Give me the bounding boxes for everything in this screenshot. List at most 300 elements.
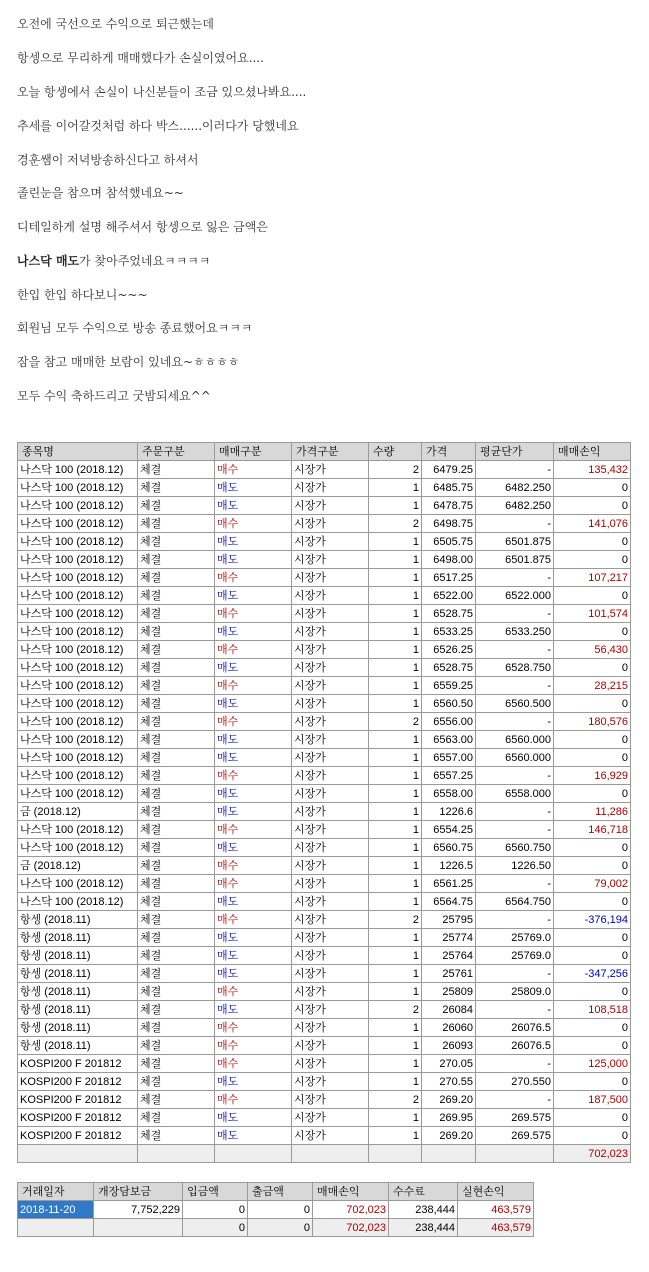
cell: [422, 1145, 476, 1163]
price-type-cell: 시장가: [292, 893, 369, 911]
avg-price-cell: 6482.250: [476, 497, 554, 515]
price-cell: 270.55: [422, 1073, 476, 1091]
symbol-cell: 나스닥 100 (2018.12): [18, 641, 138, 659]
col-header-trade-date[interactable]: 거래일자: [18, 1183, 94, 1201]
qty-cell: 1: [369, 569, 422, 587]
avg-price-cell: 6533.250: [476, 623, 554, 641]
pnl-cell: 0: [554, 551, 631, 569]
table-total-row: [18, 1145, 631, 1163]
price-cell: 6517.25: [422, 569, 476, 587]
order-type-cell: 체결: [138, 893, 215, 911]
cell: [18, 1219, 94, 1237]
qty-cell: 1: [369, 929, 422, 947]
order-type-cell: 체결: [138, 875, 215, 893]
qty-cell: 1: [369, 893, 422, 911]
post-line: [17, 254, 210, 268]
order-type-cell: 체결: [138, 857, 215, 875]
table-row[interactable]: [18, 839, 631, 857]
col-header-qty[interactable]: 수량: [369, 443, 422, 461]
side-cell: 매도: [215, 803, 292, 821]
side-cell: 매도: [215, 1001, 292, 1019]
order-type-cell: 체결: [138, 911, 215, 929]
price-cell: 6561.25: [422, 875, 476, 893]
table-row[interactable]: [18, 605, 631, 623]
table-row[interactable]: [18, 1055, 631, 1073]
price-cell: 25795: [422, 911, 476, 929]
symbol-cell: 나스닥 100 (2018.12): [18, 533, 138, 551]
symbol-cell: 항셍 (2018.11): [18, 929, 138, 947]
avg-price-cell: 270.550: [476, 1073, 554, 1091]
cell: 702,023: [313, 1219, 389, 1237]
avg-price-cell: 6560.000: [476, 749, 554, 767]
pnl-cell: 0: [554, 785, 631, 803]
symbol-cell: 나스닥 100 (2018.12): [18, 659, 138, 677]
qty-cell: 1: [369, 1055, 422, 1073]
pnl-cell: 0: [554, 695, 631, 713]
qty-cell: 1: [369, 749, 422, 767]
symbol-cell: 나스닥 100 (2018.12): [18, 785, 138, 803]
symbol-cell: 나스닥 100 (2018.12): [18, 497, 138, 515]
order-type-cell: 체결: [138, 731, 215, 749]
side-cell: 매수: [215, 1019, 292, 1037]
qty-cell: 1: [369, 497, 422, 515]
table-row[interactable]: [18, 1109, 631, 1127]
pnl-cell: 79,002: [554, 875, 631, 893]
price-cell: 25761: [422, 965, 476, 983]
qty-cell: 1: [369, 659, 422, 677]
order-type-cell: 체결: [138, 1127, 215, 1145]
avg-price-cell: 6560.500: [476, 695, 554, 713]
qty-cell: 1: [369, 1037, 422, 1055]
pnl-cell: 56,430: [554, 641, 631, 659]
avg-price-cell: -: [476, 821, 554, 839]
side-cell: 매수: [215, 983, 292, 1001]
symbol-cell: 나스닥 100 (2018.12): [18, 839, 138, 857]
post-line: 오전에 국선으로 수익으로 퇴근했는데: [17, 17, 214, 31]
table-row[interactable]: [18, 1091, 631, 1109]
table-row[interactable]: [18, 893, 631, 911]
price-cell: 6564.75: [422, 893, 476, 911]
col-header-pnl[interactable]: 매매손익: [313, 1183, 389, 1201]
price-type-cell: 시장가: [292, 641, 369, 659]
side-cell: 매수: [215, 1037, 292, 1055]
price-type-cell: 시장가: [292, 929, 369, 947]
price-type-cell: 시장가: [292, 623, 369, 641]
price-cell: 6563.00: [422, 731, 476, 749]
order-type-cell: 체결: [138, 1073, 215, 1091]
symbol-cell: 나스닥 100 (2018.12): [18, 569, 138, 587]
price-type-cell: 시장가: [292, 767, 369, 785]
order-type-cell: 체결: [138, 461, 215, 479]
price-cell: 269.20: [422, 1127, 476, 1145]
side-cell: 매수: [215, 911, 292, 929]
price-cell: 1226.5: [422, 857, 476, 875]
trade-date-cell[interactable]: 2018-11-20: [18, 1201, 94, 1219]
pnl-cell: 0: [554, 1019, 631, 1037]
side-cell: 매도: [215, 929, 292, 947]
table-row[interactable]: [18, 659, 631, 677]
avg-price-cell: 1226.50: [476, 857, 554, 875]
symbol-cell: 항셍 (2018.11): [18, 983, 138, 1001]
cell: 238,444: [389, 1201, 458, 1219]
table-row[interactable]: [18, 1037, 631, 1055]
qty-cell: 1: [369, 785, 422, 803]
avg-price-cell: 25809.0: [476, 983, 554, 1001]
order-type-cell: 체결: [138, 623, 215, 641]
col-header-pnl[interactable]: 매매손익: [554, 443, 631, 461]
pnl-cell: 0: [554, 623, 631, 641]
side-cell: 매수: [215, 857, 292, 875]
symbol-cell: 나스닥 100 (2018.12): [18, 479, 138, 497]
order-type-cell: 체결: [138, 605, 215, 623]
price-type-cell: 시장가: [292, 461, 369, 479]
price-cell: 6559.25: [422, 677, 476, 695]
price-type-cell: 시장가: [292, 857, 369, 875]
price-type-cell: 시장가: [292, 875, 369, 893]
price-type-cell: 시장가: [292, 605, 369, 623]
price-type-cell: 시장가: [292, 731, 369, 749]
price-type-cell: 시장가: [292, 677, 369, 695]
price-cell: 6526.25: [422, 641, 476, 659]
avg-price-cell: 6564.750: [476, 893, 554, 911]
symbol-cell: 나스닥 100 (2018.12): [18, 749, 138, 767]
table-row[interactable]: [18, 785, 631, 803]
table-row[interactable]: [18, 983, 631, 1001]
qty-cell: 1: [369, 947, 422, 965]
table-row[interactable]: [18, 1019, 631, 1037]
avg-price-cell: -: [476, 515, 554, 533]
pnl-cell: 0: [554, 947, 631, 965]
col-header-deposit[interactable]: 입금액: [183, 1183, 248, 1201]
price-type-cell: 시장가: [292, 1091, 369, 1109]
col-header-order-type[interactable]: 주문구분: [138, 443, 215, 461]
symbol-cell: 나스닥 100 (2018.12): [18, 551, 138, 569]
order-type-cell: 체결: [138, 677, 215, 695]
table-row[interactable]: [18, 947, 631, 965]
post-line: 추세를 이어갈것처럼 하다 박스......이러다가 당했네요: [17, 119, 299, 133]
qty-cell: 1: [369, 1127, 422, 1145]
price-cell: 26093: [422, 1037, 476, 1055]
side-cell: 매수: [215, 767, 292, 785]
avg-price-cell: 26076.5: [476, 1019, 554, 1037]
pnl-cell: 16,929: [554, 767, 631, 785]
post-line: 졸린눈을 참으며 참석했네요~~: [17, 186, 184, 200]
pnl-cell: 108,518: [554, 1001, 631, 1019]
side-cell: 매수: [215, 1091, 292, 1109]
price-type-cell: 시장가: [292, 1019, 369, 1037]
order-type-cell: 체결: [138, 929, 215, 947]
table-row[interactable]: [18, 803, 631, 821]
order-type-cell: 체결: [138, 965, 215, 983]
symbol-cell: 나스닥 100 (2018.12): [18, 893, 138, 911]
cell: 463,579: [458, 1219, 534, 1237]
order-type-cell: 체결: [138, 515, 215, 533]
pnl-cell: -347,256: [554, 965, 631, 983]
pnl-cell: 0: [554, 839, 631, 857]
symbol-cell: 나스닥 100 (2018.12): [18, 731, 138, 749]
symbol-cell: 항셍 (2018.11): [18, 911, 138, 929]
price-cell: 6556.00: [422, 713, 476, 731]
qty-cell: 2: [369, 713, 422, 731]
table-row[interactable]: [18, 641, 631, 659]
table-row[interactable]: [18, 479, 631, 497]
symbol-cell: 나스닥 100 (2018.12): [18, 461, 138, 479]
side-cell: 매도: [215, 497, 292, 515]
side-cell: 매수: [215, 515, 292, 533]
order-type-cell: 체결: [138, 587, 215, 605]
table-row[interactable]: [18, 551, 631, 569]
order-type-cell: 체결: [138, 1055, 215, 1073]
post-line: 잠을 참고 매매한 보람이 있네요~ㅎㅎㅎㅎ: [17, 355, 240, 369]
avg-price-cell: 25769.0: [476, 947, 554, 965]
cell: [18, 1145, 138, 1163]
price-cell: 6557.00: [422, 749, 476, 767]
side-cell: 매도: [215, 587, 292, 605]
price-type-cell: 시장가: [292, 821, 369, 839]
post-line: 회원님 모두 수익으로 방송 종료했어요ㅋㅋㅋ: [17, 321, 253, 335]
price-cell: 6522.00: [422, 587, 476, 605]
symbol-cell: 나스닥 100 (2018.12): [18, 713, 138, 731]
pnl-cell: 0: [554, 983, 631, 1001]
order-type-cell: 체결: [138, 1001, 215, 1019]
qty-cell: 1: [369, 857, 422, 875]
symbol-cell: 나스닥 100 (2018.12): [18, 605, 138, 623]
price-type-cell: 시장가: [292, 1037, 369, 1055]
qty-cell: 1: [369, 983, 422, 1001]
pnl-cell: 0: [554, 497, 631, 515]
avg-price-cell: -: [476, 569, 554, 587]
qty-cell: 1: [369, 1109, 422, 1127]
table-row[interactable]: [18, 749, 631, 767]
price-type-cell: 시장가: [292, 551, 369, 569]
price-type-cell: 시장가: [292, 659, 369, 677]
order-type-cell: 체결: [138, 1019, 215, 1037]
side-cell: 매도: [215, 551, 292, 569]
avg-price-cell: -: [476, 965, 554, 983]
price-type-cell: 시장가: [292, 1109, 369, 1127]
qty-cell: 1: [369, 551, 422, 569]
symbol-cell: KOSPI200 F 201812: [18, 1127, 138, 1145]
table-row[interactable]: [18, 875, 631, 893]
qty-cell: 1: [369, 767, 422, 785]
daily-summary-table: [17, 1182, 534, 1237]
side-cell: 매수: [215, 821, 292, 839]
post-bold-text: 나스닥 매도: [17, 254, 80, 268]
order-type-cell: 체결: [138, 479, 215, 497]
avg-price-cell: 269.575: [476, 1127, 554, 1145]
table-row[interactable]: [18, 587, 631, 605]
qty-cell: 1: [369, 803, 422, 821]
table-row[interactable]: [18, 461, 631, 479]
table-row[interactable]: [18, 731, 631, 749]
avg-price-cell: -: [476, 803, 554, 821]
pnl-cell: -376,194: [554, 911, 631, 929]
price-cell: 6479.25: [422, 461, 476, 479]
avg-price-cell: 6558.000: [476, 785, 554, 803]
cell: [369, 1145, 422, 1163]
pnl-cell: 187,500: [554, 1091, 631, 1109]
table-header-row: [18, 1183, 534, 1201]
symbol-cell: 항셍 (2018.11): [18, 947, 138, 965]
table-row[interactable]: [18, 857, 631, 875]
pnl-cell: 0: [554, 731, 631, 749]
cell: 7,752,229: [94, 1201, 183, 1219]
table-row[interactable]: [18, 695, 631, 713]
table-row[interactable]: [18, 1073, 631, 1091]
cell: 0: [183, 1201, 248, 1219]
price-type-cell: 시장가: [292, 497, 369, 515]
order-type-cell: 체결: [138, 569, 215, 587]
pnl-cell: 0: [554, 929, 631, 947]
price-cell: 6557.25: [422, 767, 476, 785]
avg-price-cell: 6560.000: [476, 731, 554, 749]
table-row[interactable]: [18, 623, 631, 641]
table-row[interactable]: [18, 569, 631, 587]
col-header-price-type[interactable]: 가격구분: [292, 443, 369, 461]
price-cell: 269.95: [422, 1109, 476, 1127]
col-header-realized[interactable]: 실현손익: [458, 1183, 534, 1201]
price-type-cell: 시장가: [292, 803, 369, 821]
symbol-cell: KOSPI200 F 201812: [18, 1091, 138, 1109]
symbol-cell: 금 (2018.12): [18, 857, 138, 875]
price-cell: 6498.00: [422, 551, 476, 569]
table-row[interactable]: [18, 821, 631, 839]
price-cell: 6528.75: [422, 605, 476, 623]
avg-price-cell: 6482.250: [476, 479, 554, 497]
price-cell: 1226.6: [422, 803, 476, 821]
table-row[interactable]: [18, 911, 631, 929]
symbol-cell: KOSPI200 F 201812: [18, 1073, 138, 1091]
price-cell: 25774: [422, 929, 476, 947]
pnl-cell: 0: [554, 1073, 631, 1091]
symbol-cell: 항셍 (2018.11): [18, 965, 138, 983]
side-cell: 매도: [215, 947, 292, 965]
price-type-cell: 시장가: [292, 569, 369, 587]
symbol-cell: 나스닥 100 (2018.12): [18, 587, 138, 605]
table-row[interactable]: [18, 713, 631, 731]
avg-price-cell: 26076.5: [476, 1037, 554, 1055]
avg-price-cell: -: [476, 1091, 554, 1109]
symbol-cell: KOSPI200 F 201812: [18, 1055, 138, 1073]
price-cell: 6528.75: [422, 659, 476, 677]
side-cell: 매도: [215, 785, 292, 803]
order-type-cell: 체결: [138, 947, 215, 965]
cell: 0: [248, 1219, 313, 1237]
cell: 0: [183, 1219, 248, 1237]
qty-cell: 1: [369, 1019, 422, 1037]
post-line: 경훈쌤이 저녁방송하신다고 하셔서: [17, 153, 199, 167]
col-header-fee[interactable]: 수수료: [389, 1183, 458, 1201]
pnl-cell: 0: [554, 533, 631, 551]
order-type-cell: 체결: [138, 533, 215, 551]
symbol-cell: 나스닥 100 (2018.12): [18, 515, 138, 533]
table-row[interactable]: [18, 1201, 534, 1219]
order-type-cell: 체결: [138, 713, 215, 731]
col-header-avg-price[interactable]: 평균단가: [476, 443, 554, 461]
price-cell: 6560.75: [422, 839, 476, 857]
side-cell: 매수: [215, 713, 292, 731]
pnl-cell: 135,432: [554, 461, 631, 479]
table-row[interactable]: [18, 965, 631, 983]
order-type-cell: 체결: [138, 767, 215, 785]
cell: 238,444: [389, 1219, 458, 1237]
col-header-price[interactable]: 가격: [422, 443, 476, 461]
side-cell: 매수: [215, 605, 292, 623]
pnl-cell: 0: [554, 857, 631, 875]
cell: [476, 1145, 554, 1163]
avg-price-cell: -: [476, 1055, 554, 1073]
price-cell: 269.20: [422, 1091, 476, 1109]
cell: 0: [248, 1201, 313, 1219]
side-cell: 매수: [215, 569, 292, 587]
avg-price-cell: 6522.000: [476, 587, 554, 605]
order-type-cell: 체결: [138, 821, 215, 839]
price-cell: 26084: [422, 1001, 476, 1019]
symbol-cell: 항셍 (2018.11): [18, 1001, 138, 1019]
side-cell: 매도: [215, 659, 292, 677]
avg-price-cell: -: [476, 1001, 554, 1019]
side-cell: 매수: [215, 641, 292, 659]
cell: [215, 1145, 292, 1163]
pnl-cell: 146,718: [554, 821, 631, 839]
table-row[interactable]: [18, 533, 631, 551]
avg-price-cell: 6501.875: [476, 533, 554, 551]
table-row[interactable]: [18, 677, 631, 695]
avg-price-cell: 269.575: [476, 1109, 554, 1127]
table-row[interactable]: [18, 515, 631, 533]
col-header-symbol[interactable]: 종목명: [18, 443, 138, 461]
table-row[interactable]: [18, 1001, 631, 1019]
pnl-cell: 0: [554, 587, 631, 605]
table-row[interactable]: [18, 929, 631, 947]
price-type-cell: 시장가: [292, 749, 369, 767]
col-header-margin[interactable]: 개장담보금: [94, 1183, 183, 1201]
post-line-rest: 가 찾아주었네요ㅋㅋㅋㅋ: [79, 254, 211, 268]
pnl-cell: 101,574: [554, 605, 631, 623]
price-cell: 6498.75: [422, 515, 476, 533]
table-row[interactable]: [18, 767, 631, 785]
order-type-cell: 체결: [138, 641, 215, 659]
price-type-cell: 시장가: [292, 533, 369, 551]
price-type-cell: 시장가: [292, 839, 369, 857]
avg-price-cell: -: [476, 713, 554, 731]
pnl-cell: 141,076: [554, 515, 631, 533]
post-line: 항셍으로 무리하게 매매했다가 손실이였어요....: [17, 51, 264, 65]
price-type-cell: 시장가: [292, 983, 369, 1001]
order-type-cell: 체결: [138, 695, 215, 713]
cell: [292, 1145, 369, 1163]
symbol-cell: 나스닥 100 (2018.12): [18, 875, 138, 893]
avg-price-cell: 25769.0: [476, 929, 554, 947]
price-type-cell: 시장가: [292, 479, 369, 497]
pnl-cell: 180,576: [554, 713, 631, 731]
col-header-side[interactable]: 매매구분: [215, 443, 292, 461]
post-line: 모두 수익 축하드리고 굿밤되세요^^: [17, 389, 211, 403]
table-row[interactable]: [18, 1127, 631, 1145]
price-type-cell: 시장가: [292, 1055, 369, 1073]
col-header-withdrawal[interactable]: 출금액: [248, 1183, 313, 1201]
post-line: 오늘 항셍에서 손실이 나신분들이 조금 있으셨나봐요....: [17, 85, 307, 99]
order-type-cell: 체결: [138, 497, 215, 515]
side-cell: 매도: [215, 695, 292, 713]
price-cell: 6558.00: [422, 785, 476, 803]
table-total-row: [18, 1219, 534, 1237]
price-type-cell: 시장가: [292, 965, 369, 983]
table-row[interactable]: [18, 497, 631, 515]
avg-price-cell: -: [476, 461, 554, 479]
qty-cell: 2: [369, 911, 422, 929]
side-cell: 매도: [215, 731, 292, 749]
